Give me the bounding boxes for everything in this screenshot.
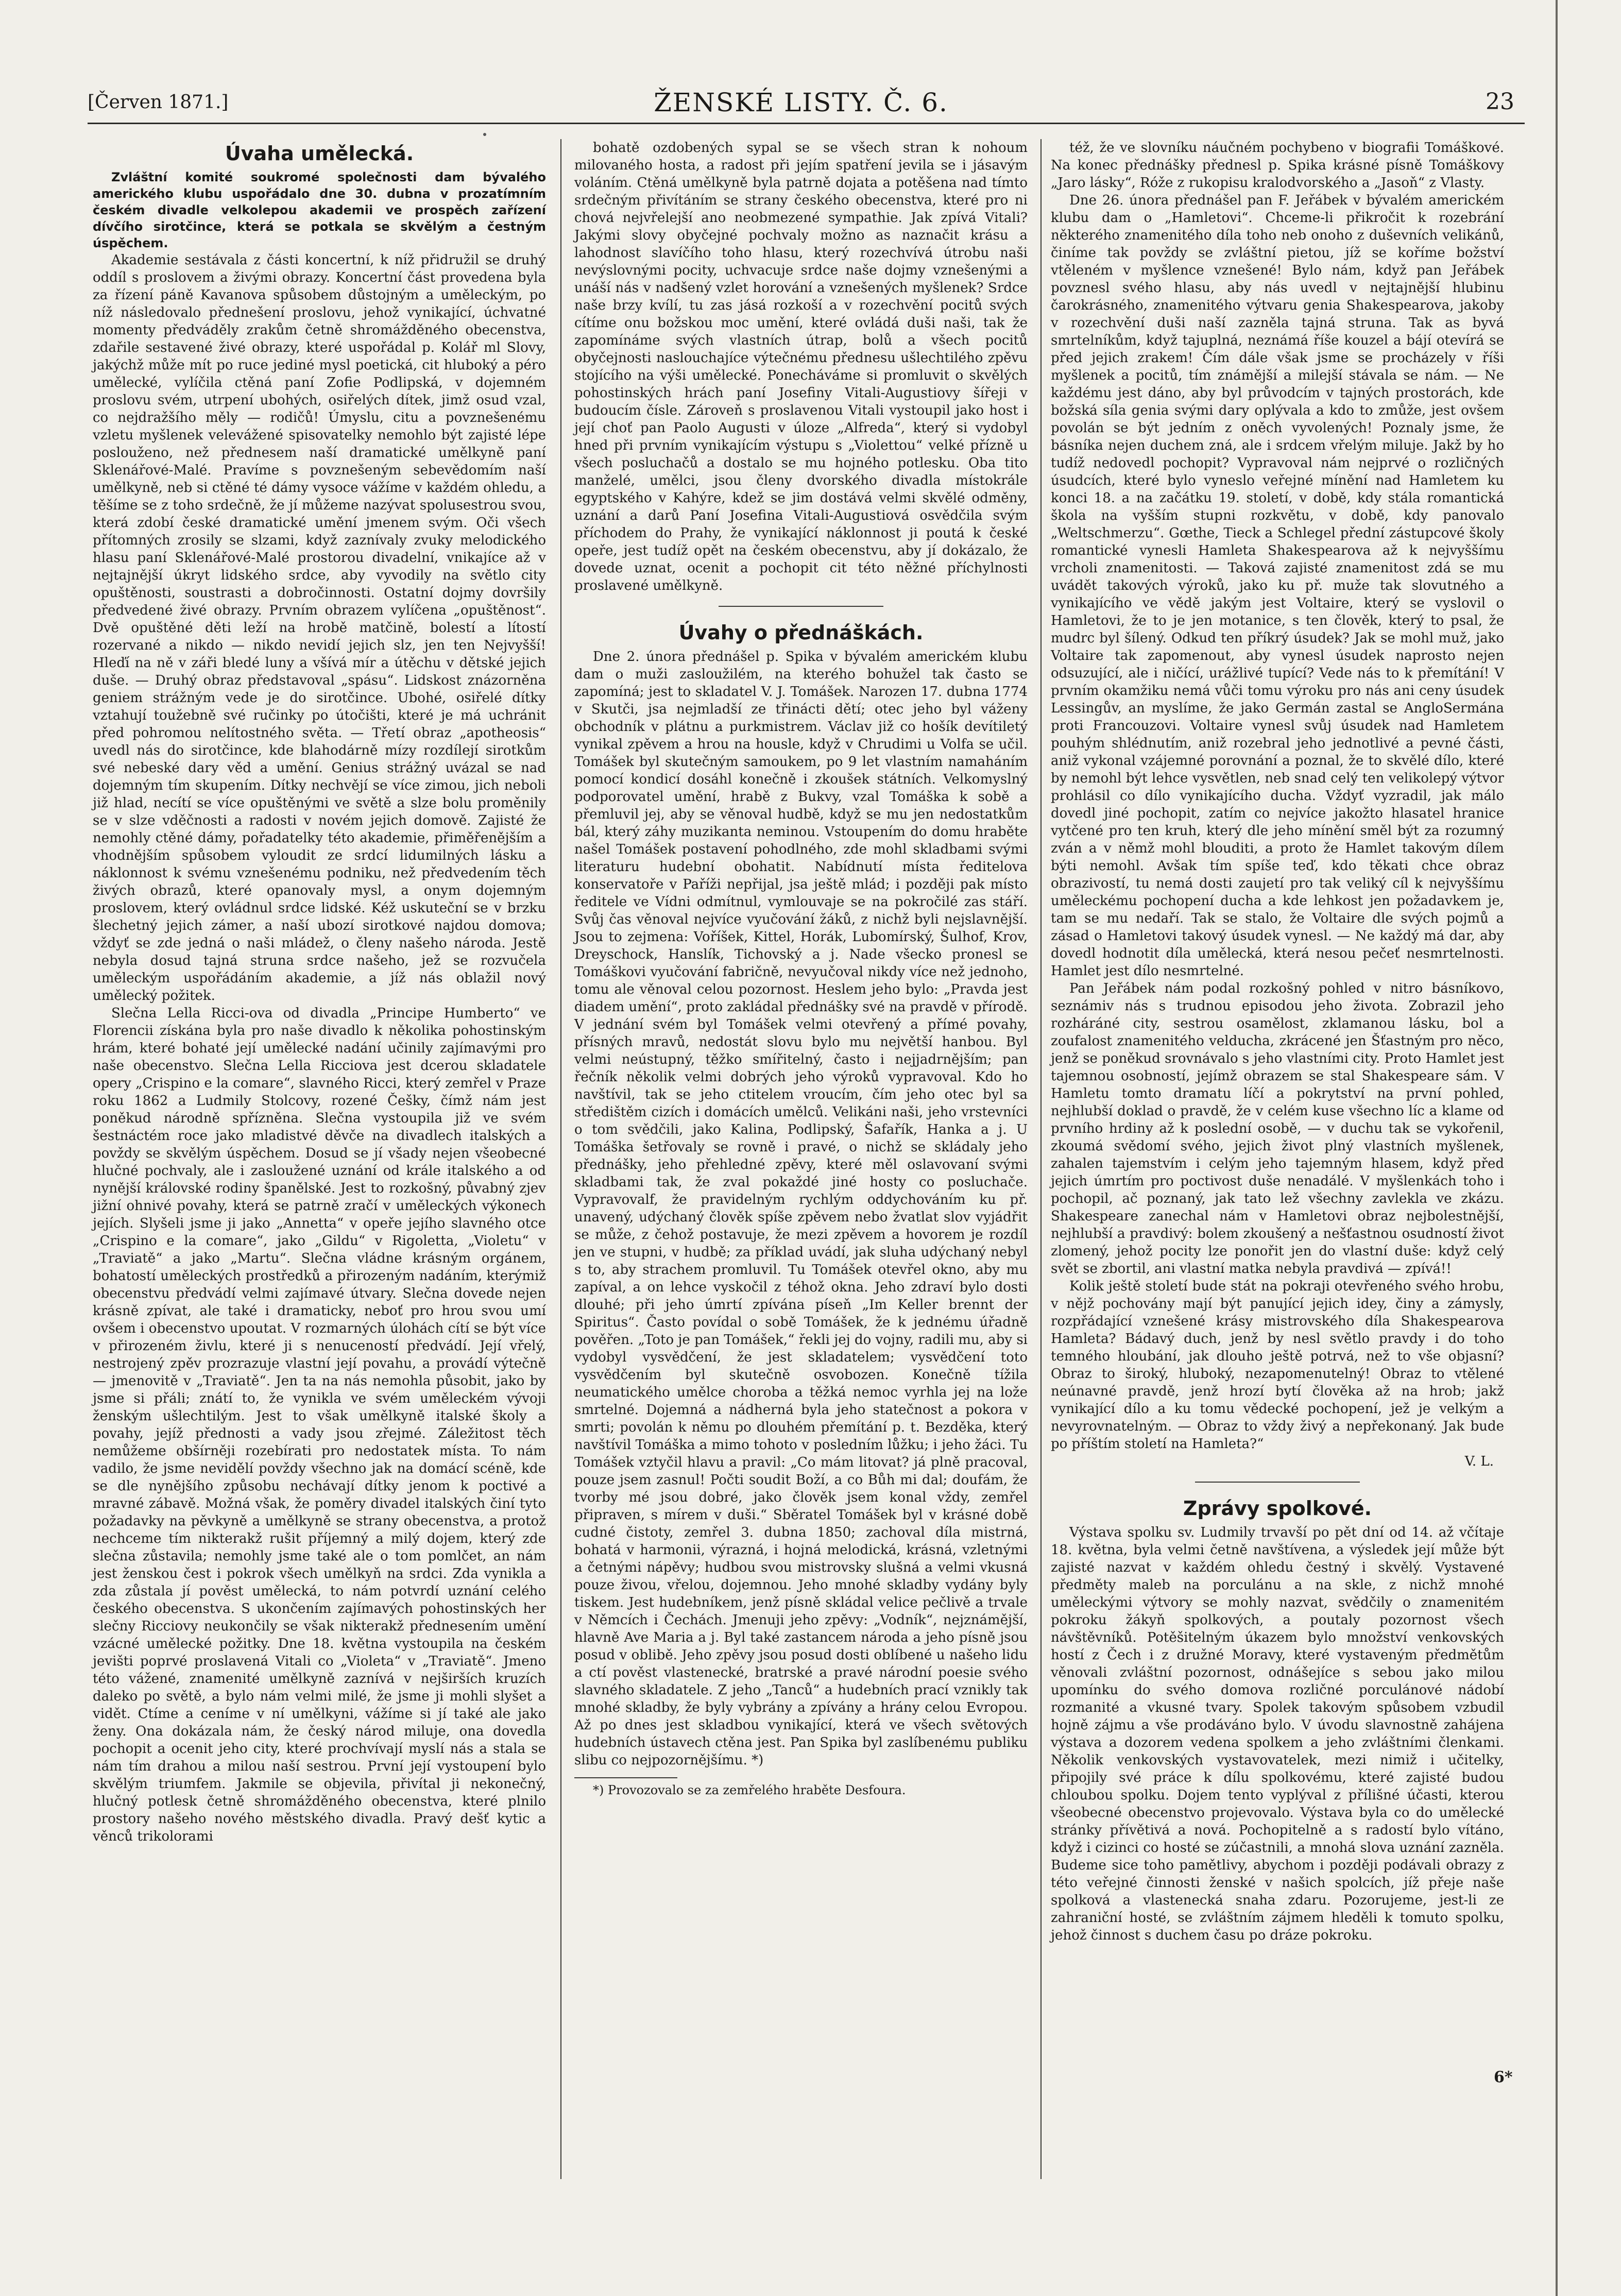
article-lead: Zvláštní komité soukromé společnosti dam bývalého amerického klubu uspořádalo dne 30. dubna v prozatímním českém divadle velkolepou akademii ve prospěch zařízení dívčího sirotčince, která se potkala se skvělým a čestným úspěchem. xyxy=(93,170,546,250)
print-speck xyxy=(483,133,486,136)
footnote-rule xyxy=(574,1777,677,1778)
article-paragraph: bohatě ozdobených sypal se se všech stran k nohoum milovaného hosta, a radost při jejím spatření jevila se i jásavým voláním. Ctěná umělkyně byla patrně dojata a potěšena nad tímto srdečným přivítáním se strany českého obecenstva, které pro ni chová nejvřelejší ano neobmezené sympathie. Jak zpívá Vitali? Jakými slovy obyčejné pochvaly možno as naznačit krásu a lahodnost slavíčího toho hlasu, který rozechvívá útrobu naši nevýslovnými pocity, uchvacuje srdce naše dojmy vznešenými a unáší nás v nadšený vzlet horování a vznešených myšlenek? Srdce naše brzy kvílí, tu zas jásá rozkoší a v rozechvění pocitů svých cítíme onu božskou moc umění, které ovládá duši naši, tak že zapomínáme svých vlastních útrap, bolů a všech pocitů obyčejnosti naslouchajíce výtečnému přednesu ušlechtilého zpěvu stojícího na výši umělecké. Ponecháváme si promluvit o skvělých pohostinských hrách paní Josefiny Vitali-Augustiovy šířeji v budoucím čísle. Zároveň s proslavenou Vitali vystoupil jako host i její choť pan Paolo Augusti v úloze „Alfreda“, který si vydobyl hned při prvním vynikajícím výstupu s „Violettou“ velké přízně u všech posluchačů a dostalo se mu hojného potlesku. Oba tito manželé, umělci, jsou členy dvorského divadla místokrále egyptského v Kahýre, kdež se jim dostává velmi skvělé odměny, uznání a darů Paní Josefina Vitali-Augustiová osvědčila svým příchodem do Prahy, že vynikající náklonnost ji poutá k české opeře, jest tudíž opět na českém obecenstvu, aby jí dokázalo, že dovede uznat, ocenit a pochopit cit této něžné příchylnosti proslavené umělkyně. xyxy=(574,140,1028,593)
article-paragraph: Výstava spolku sv. Ludmily trvavší po pět dní od 14. až včítaje 18. května, byla velmi četně navštívena, a výsledek její může být zajisté nazvat v každém ohledu čestný i skvělý. Vystavené předměty maleb na porculánu a na skle, z nichž mnohé uměleckými výtvory se mohly nazvat, svědčily o znamenitém pokroku žákyň spolkových, a poutaly pozornost všech návštěvníků. Potěšitelným úkazem bylo množství venkovských hostí z Čech i z družné Moravy, které vystaveným předmětům věnovali zvláštní pozornost, odnášejíce s sebou jako milou upomínku do svého domova rozličné porculánové nádobí rozmanité a vkusné tvary. Spolek takovým spůsobem vzbudil hojně zájmu a vše prodáváno bylo. V úvodu slavnostně zahájena výstava a dozorem vedena spolkem a jeho zvláštními členkami. Několik venkovských vystavovatelek, mezi nimiž i učitelky, připojily své práce k dílu spolkovému, které zajisté budou chloubou spolku. Dojem tento vyplýval z přílišné účasti, kterou všeobecné obecenstvo projevovalo. Výstava byla co do umělecké stránky přívětivá a nová. Pochopitelně a s radostí bylo vítáno, když i cizinci co hosté se zúčastnili, a mnohá slova uznání zazněla. Budeme sice toho pamětlivy, abychom i později podávali obrazy z této veřejné činnosti ženské v našich spolcích, jíž přeje naše spolková a vlastenecká snaha zdaru. Pozorujeme, jest-li ze zahraniční hosté, se zvláštním zájmem hleděli k tomuto spolku, jehož činnost s duchem času po dráze pokroku. xyxy=(1051,1525,1504,1943)
article-paragraph: Akademie sestávala z části koncertní, k níž přidružil se druhý oddíl s proslovem a živými obrazy. Koncertní část provedena byla za řízení páně Kavanova spůsobem důstojným a uměleckým, po níž následovalo přednešení proslovu, jehož vynikající, úchvatné momenty předváděly zrakům četně shromážděného obecenstva, zdařile sestavené živé obrazy, které uspořádal p. Kolář ml Slovy, jakýchž může mít po ruce jediné mysl poetická, cit hluboký a péro umělecké, vylíčila ctěná paní Zofie Podlipská, v dojemném proslovu svém, utrpení ubohých, osiřelých dítek, jimž osud vzal, co nejdražšího měly — rodičů! Úmyslu, citu a povznešenému vzletu myšlenek velevážené spisovatelky nemohlo být zajisté lépe poslouženo, než přednesem naší dramatické umělkyně paní Sklenářové-Malé. Pravíme s povznešeným sebevědomím naší umělkyně, neb si ctěné té dámy vysoce vážíme v každém ohledu, a těšíme se z toho srdečně, že jí můžeme nazývat spolusestrou svou, která zdobí české dramatické umění jmenem svým. Oči všech přítomných zrosily se slzami, když zaznívaly zvuky melodického hlasu paní Sklenářové-Malé prostorou divadelní, vnikajíce až v nejtajnější úkryt lidského srdce, aby vyvodily na světlo city opuštěnosti, soustrasti a dobročinnosti. Ostatní dojmy dovršily předvedené živé obrazy. Prvním obrazem vylíčena „opuštěnost“. Dvě opuštěné děti leží na hrobě matčině, bolestí a lítostí rozervané a nikdo — nikdo nevidí jejich slz, jen ten Nejvyšší! Hleďí na ně v záři bledé luny a všívá mír a útěchu v dětské jejich duše. — Druhý obraz představoval „spásu“. Lidskost znázorněna geniem strážným vede je do sirotčince. Ubohé, osiřelé dítky vztahují toužebně své ručinky po útočišti, které je má uchránit před pohromou nelítostného světa. — Třetí obraz „apotheosis“ uvedl nás do sirotčince, kde blahodárně mízy rozdílejí sirotkům své nebeské dary věd a umění. Genius strážný uvázal se nad dojemným tím skupením. Dítky nechvějí se více zimou, jich neboli již hlad, necítí se více opuštěnými ve světě a slze bolu proměnily se v slze vděčnosti a radosti v novém jejich domově. Zajisté že nemohly ctěné dámy, pořadatelky této akademie, přiměřenějším a vhodnějším spůsobem vyloudit ze srdcí lidumilných lásku a náklonnost k svému vznešenému podniku, než předvedením těch živých obrazů, které opanovaly mysl, a onym dojemným proslovem, který ovládnul srdce lidské. Kéž uskuteční se v brzku šlechetný jejich zámer, a naší ubozí sirotkové najdou domova; vždyť se zde jedná o naši mládež, o členy našeho národa. Jestě nebyla dosud tajná struna srdce našeho, jež se rozvučela uměleckým uspořádáním akademie, a jíž nás oblažil nový umělecký požitek. xyxy=(93,252,546,1004)
page-header xyxy=(88,88,1514,123)
signature: V. L. xyxy=(1464,1454,1494,1469)
issue-date: [Červen 1871.] xyxy=(88,92,229,113)
column-2 xyxy=(574,139,1028,2251)
article-paragraph: též, že ve slovníku náučném pochybeno v biografii Tomáškové. Na konec přednášky přednesl p. Spika krásné písně Tomáškovy „Jaro lásky“, Róže z rukopisu kralodvorského a „Jasoň“ z Vlasty. xyxy=(1051,140,1504,191)
section-rule xyxy=(1195,1482,1360,1483)
article-paragraph: Dne 26. února přednášel pan F. Jeřábek v bývalém americkém klubu dam o „Hamletovi“. Chceme-li přikročit k rozebrání některého znamenitého díla toho neb onoho z duševních velikánů, činíme tak povždy se zvláštní pietou, jíž se koříme božství vtěleném v myšlence vznešené! Bylo nám, když pan Jeřábek povznesl svého hlasu, aby nás uvedl v nejtajnější hlubinu čarokrásného, znamenitého výtvaru genia Shakespearova, jakoby v rozechvění duši naší zazněla tajná struna. Tak as byvá smrtelníkům, když tajuplná, neznámá říše kouzel a bájí otevírá se před jejich zrakem! Čím dále však jsme se procházely v říši myšlenek a pocitů, tím známější a milejší stávala se nám. — Ne každému jest dáno, aby byl průvodcím v tajných prostorách, kde božská síla genia svými dary oplývala a kdo to zmůže, jest ovšem povolán se být jedním z oněch vyvolených! Poznaly jsme, že básníka nejen duchem zná, ale i srdcem vřelým miluje. Jakž by ho tudíž nedovedl pochopit? Vypravoval nám nejprvé o rozličných úsudcích, které bylo vyneslo veřejné mínění nad Hamletem ku konci 18. a na začátku 19. století, v době, kdy stála romantická škola na vyšším stupni rozkvětu, v době, kdy panovalo „Weltschmerzu“. Gœthe, Tieck a Schlegel přední zástupcové školy romantické vynesli Hamleta Shakespearova až k nejvyššímu vrcholi znamenitosti. — Taková zajisté znamenitost zdá se mu uvádět takových výroků, jako ku př. muže tak slovutného a vynikajícího ve vědě jakým jest Voltaire, který se vyslovil o Hamletovi, že to je jen motanice, s ten člověk, který to psal, že mudrc byl šílený. Odkud ten příkrý úsudek? Jak se mohl muž, jako Voltaire tak zapomenout, aby vynesl úsudek naprosto nejen odsuzující, ale i ničící, urážlivé tupící? Vede nás to k přemítání! V prvním okamžiku nemá vůči tomu výroku pro nás ani ceny úsudek Lessingův, an myslíme, že jako Germán zastal se AngloSermána proti Francouzovi. Voltaire vynesl svůj úsudek nad Hamletem pouhým shlédnutím, aniž rozebral jeho jednotlivé a pevné části, aniž vykonal vzájemné porovnání a poznal, že to skvělé dílo, které by nemohl být lehce vysvětlen, neb snad celý ten velikolepý výtvor prohlásil co dílo vynikajícího ducha. Vždyť vyzradil, jak málo dovedl jiné pochopit, zatím co nejvíce jakožto hlasatel hranice vytčené pro ten kruh, který dle jeho mínění směl být za rozumný zván a v němž mohl blouditi, a proto že Hamlet takovým dílem býti nemohl. Avšak tím spíše teď, kdo těkati chce obraz obrazivostí, tu nemá dosti zaujetí pro tak veliký cíl k nejvyššímu uměleckému pochopení ducha a kde lehkost jen požadavkem je, tam se mu nedaří. Tak se stalo, že Voltaire dle svých pojmů a zásad o Hamletovi takový úsudek vynesl. — Ne každý má dar, aby dovedl hodnotit díla umělecká, která nesou pečeť nesmrtelnosti. Hamlet jest dílo nesmrtelné. xyxy=(1051,193,1504,979)
section-rule xyxy=(719,606,883,607)
column-divider-1 xyxy=(560,139,561,2179)
column-1 xyxy=(93,139,546,2200)
article-paragraph: Dne 2. února přednášel p. Spika v bývalém americkém klubu dam o muži zasloužilém, na kterého bohužel tak často se zapomíná; jest to skladatel V. J. Tomášek. Narozen 17. dubna 1774 v Skutči, jsa nejmladší ze třinácti dětí; otec jeho byl váženy obchodník v plátnu a purkmistrem. Václav již co hošík devítiletý vynikal zpěvem a hrou na housle, když v Chrudimi u Volfa se učil. Tomášek byl skutečným samoukem, po 9 let vlastním namaháním pomocí kondicí dosáhl konečně i zkoušek státních. Velkomyslný podporovatel umění, hrabě z Bukvy, vzal Tomáška k sobě a přemluvil jej, aby se věnoval hudbě, když se mu jen nedostatkům bál, který záhy muzikanta neminou. Vstoupením do domu hraběte našel Tomášek postavení pohodlného, zde mohl skladbami svými literaturu hudební obohatit. Nabídnutí místa ředitelova konservatoře v Paříži nepřijal, jsa ještě mlád; i později pak místo ředitele ve Vídni odmítnul, vymlouvaje se na pokročilé zas stáří. Svůj čas věnoval nejvíce vyučování žáků, z nichž byli nejslavnější. Jsou to zejmena: Voříšek, Kittel, Horák, Lubomírský, Šulhof, Krov, Dreyschock, Hanslík, Tichovský a j. Nade všecko pronesl se Tomáškovi vyučování fabričně, nevyučoval nikdy více než jednoho, tomu ale věnoval celou pozornost. Heslem jeho bylo: „Pravda jest diadem umění“, proto zakládal přednášky své na pravdě v přírodě. V jednání svém byl Tomášek velmi otevřený a přímé povahy, přísných mravů, nedostát slovu bylo mu největší hanbou. Byl velmi neústupný, těžko smířitelný, často i nejjadrnějším; pan řečník několik velmi dobrých jeho výroků vypravoval. Kdo ho navštívil, tak se jeho ctitelem vroucím, čím jeho otec byl sa středištěm cizích i domácích umělců. Velikáni naši, jeho vrstevníci o tom svědčili, jako Kalina, Podlipský, Šafařík, Hanka a j. U Tomáška šetřovaly se rovně i pravé, o nichž se skládaly jeho přednášky, jeho přehledné zpěvy, které měl oslavovaní svými skladbami tak, že zval pokaždé jiné hosty co posluchače. Vypravovalf, že pravidelným rychlým oddychováním ku př. unavený, udýchaný člověk spíše zpěvem nebo žvatlat slov vyjádřit se může, z čehož postavuje, že mezi zpěvem a hovorem je rozdíl jen ve stupni, v hudbě; za příklad uvádí, jak sluha udýchaný nebyl s to, aby strachem promluvil. Tu Tomášek otevřel okno, aby mu zapíval, a on lehce vyskočil z téhož okna. Jeho zdraví bylo dosti dlouhé; při jeho úmrtí zpívána píseň „Im Keller brennt der Spiritus“. Často povídal o sobě Tomášek, že k jednému úřadně pověřen. „Toto je pan Tomášek,“ řekli jej do vojny, radili mu, aby si vydobyl vysvědčení, že jest skladatelem; vysvědčení toto vysvědčením byl skutečně osvobozen. Konečně tížila neumatického umělce choroba a těžká nemoc vyrhla jej na lože smrtelné. Dojemná a nádherná byla jeho statečnost a pokora v smrti; povolán k němu po dlouhém přemítání p. t. Bezděka, který navštívil Tomáška a mimo tohoto v posledním lůžku; i jeho žáci. Tu Tomášek vztyčil hlavu a pravil: „Co mám litovat? já plně pracoval, pouze jsem zasnul! Počti soudit Boží, a co Bůh mi dal; doufám, že tvorby mé jsou dobré, jako člověk jsem konal vždy, zemřel připraven, s mírem v duši.“ Sběratel Tomášek byl v krásné době cudné čistoty, zemřel 3. dubna 1850; zachoval díla mistrná, bohatá v harmonii, výrazná, i hojná melodická, krásná, vzletnými a četnými nápěvy; hudbou svou mistrovsky slušná a velmi vkusná pouze živou, vřelou, dojemnou. Jeho mnohé skladby vydány byly tiskem. Jest hudebníkem, jenž písně skládal velice pečlivě a trvale v Němcích i Čechách. Jmenuji jeho zpěvy: „Vodník“, nejznámější, hlavně Ave Maria a j. Byl také zastancem národa a jeho písně jsou posud v oblibě. Jeho zpěvy jsou posud dosti oblíbené u našeho lidu a ctí pověst vlastenecké, bratrské a pravé národní poesie svého slavného skladatele. Z jeho „Tanců“ a hudebních prací vznikly tak mnohé skladby, že byly vybrány a zpívány a hrány celou Evropou. Až po dnes jest skladbou vynikající, která ve všech světových hudebních ústavech ctěna jest. Pan Spika byl zaslíbenému publiku slibu co nejpozornějšímu. *) xyxy=(574,649,1028,1768)
header-rule xyxy=(88,123,1525,124)
footnote: *) Provozovalo se za zemřelého hraběte Desfoura. xyxy=(593,1783,906,1797)
column-3 xyxy=(1051,139,1504,1943)
article-paragraph: Slečna Lella Ricci-ova od divadla „Principe Humberto“ ve Florencii získána byla pro naše divadlo k několika pohostinským hrám, které bohaté její umělecké nadání učinily zajímavými pro naše obecenstvo. Slečna Lella Ricciova jest dcerou skladatele opery „Crispino e la comare“, slavného Ricci, který zemřel v Praze roku 1862 a Ludmily Stolcovy, rozené Češky, čímž nám jest poněkud národně spřízněna. Slečna vystoupila již ve svém šestnáctém roce jako mladistvé děvče na divadlech italských a povždy se skvělým úspěchem. Dosud se jí všady nejen všeobecné hlučné pochvaly, ale i zasloužené uznání od krále italského a od nynější královské rodiny španělské. Jest to rozkošný, půvabný zjev jižní ohnivé povahy, která se patrně zračí v uměleckých výkonech jejích. Slyšeli jsme ji jako „Annetta“ v opeře jejího slavného otce „Crispino e la comare“, jako „Gildu“ v Rigoletta, „Violetu“ v „Traviatě“ a jako „Martu“. Slečna vládne krásným orgánem, bohatostí uměleckých prostředků a přirozeným nadáním, kterýmiž obecenstvu předvádí velmi zajímavé útvary. Slečna dovede nejen krásně zpívat, ale také i dramaticky, neboť pro hrou svou umí ovšem i obecenstvo upoutat. V rozmarných úlohách cítí se být více v přirozeném živlu, které ji s nenuceností předvádí. Její vřelý, nestrojený zpěv prozrazuje vlastní její povahu, a provádí výtečně — jmenovitě v „Traviatě“. Jen ta na nás nemohla působit, jako by jsme si přáli; znátí to, že vynikla ve svém uměleckém vývoji ženským ušlechtilým. Jest to však umělkyně italské školy a povahy, jejíž přednosti a vady jsou zřejmé. Záležitost těch nemůžeme obšírněji rozebírati pro nedostatek místa. To nám vadilo, že jsme nevidělí povždy všechno jak na domácí scéně, kde se dle nynějšího způsobu nechávají dítky jenom k poctivé a mravné zábavě. Možná však, že poměry divadel italských činí tyto požadavky na pěvkyně a umělkyně se strany obecenstva, a protož nechceme tím nikterakž rušit příjemný a milý dojem, který zde slečna zůstavila; nemohly jsme také ale o tom pomlčet, an nám jest ženskou čest i pokrok všech umělkyň na srdci. Zda vynikla a zda zůstala jí pověst umělecká, to nám potvrdí uznání celého českého obecenstva. S ukončením zajímavých pohostinských her slečny Ricciovy neukončily se však nikterakž přednesením umění vzácné umělecké požitky. Dne 18. května vystoupila na českém jevišti poprvé proslavená Vitali co „Violeta“ v „Traviatě“. Jmeno této vážené, znamenité umělkyně zaznívá v nejširších kruzích daleko po světě, a bylo nám velmi milé, že jsme ji mohli slyšet a vidět. Ctíme a ceníme v ní umělkyni, vážíme si jí také ale jako ženy. Ona dokázala nám, že český národ miluje, ona dovedla pochopit a ocenit jeho city, které prochvívají myslí nás a stala se nám tím drahou a milou naší sestrou. První její vystoupení bylo skvělým triumfem. Jakmile se objevila, přivítal ji nekonečný, hlučný potlesk četně shromážděného obecenstva, které plnilo prostory našeho nového městského divadla. Pravý dešť kytic a věnců trikolorami xyxy=(93,1006,546,1844)
article-title-art-review: Úvaha umělecká. xyxy=(225,142,414,165)
margin-rule xyxy=(1556,0,1558,2296)
signature-mark: 6* xyxy=(1494,2068,1513,2086)
article-title-society-news: Zprávy spolkové. xyxy=(1183,1497,1372,1520)
article-paragraph: Pan Jeřábek nám podal rozkošný pohled v nitro básníkovo, seznámiv nás s trudnou episodou jeho života. Zobrazil jeho rozháráné city, sestrou osamělost, zklamanou lásku, bol a zoufalost znamenitého velducha, zkrácené jen Šťastným pro něco, jenž se poněkud srovnávalo s jeho vlastními city. Proto Hamlet jest tajemnou osobností, jejímž obrazem se stal Shakespeare sám. V Hamletu tomto dramatu líčí a pokrytství na první pohled, nejhlubší doklad o pravdě, že v celém kuse všechno líc a klame od prvního hrdiny až k poslední osobě, — v duchu tak se vykořenil, zkoumá svědomí svého, jejich život plný vlastních myšlenek, zahalen tajemstvím i celým jeho tajemným hlasem, když před jejich úmrtím pro poctivost duše nenadálé. V myšlenkách toho i pochopil, ač poznaný, jak tato lež všechny zavlekla ve zkázu. Shakespeare zanechal nám v Hamletovi obraz nejbolestnější, nejhlubší a pravdivý: bolem zkoušený a nešťastnou osudností život zlomený, jehož pocity lze ponořit jen do vlastní duše: když celý svět se zbortil, ani vlastní matka nebyla pravdivá — zpívá!! xyxy=(1051,981,1504,1277)
column-divider-2 xyxy=(1040,139,1042,2179)
masthead-title: ŽENSKÉ LISTY. Č. 6. xyxy=(654,88,948,117)
article-paragraph: Kolik ještě století bude stát na pokraji otevřeného svého hrobu, v nějž pochovány mají být panující jejich idey, činy a zámysly, rozpřádající vznešené krásy mistrovského díla Shakespearova Hamleta? Bádavý duch, jenž by nesl světlo pravdy i do toho temného hloubání, jak dlouho ještě potrvá, než to vše objasní? Obraz to široký, hluboký, nezapomenutelný! Obraz to vtělené neúnavné pravdě, jenž hrozí bytí člověka až na hrob; jakž vynikající dílo a ku tomu vědecké pochopení, jež je velkým a nevyrovnatelným. — Obraz to vždy živý a nepřekonaný. Jak bude po příštím století na Hamleta?“ xyxy=(1051,1279,1504,1452)
article-title-lectures: Úvahy o přednáškách. xyxy=(678,621,924,644)
page-number: 23 xyxy=(1486,89,1514,115)
